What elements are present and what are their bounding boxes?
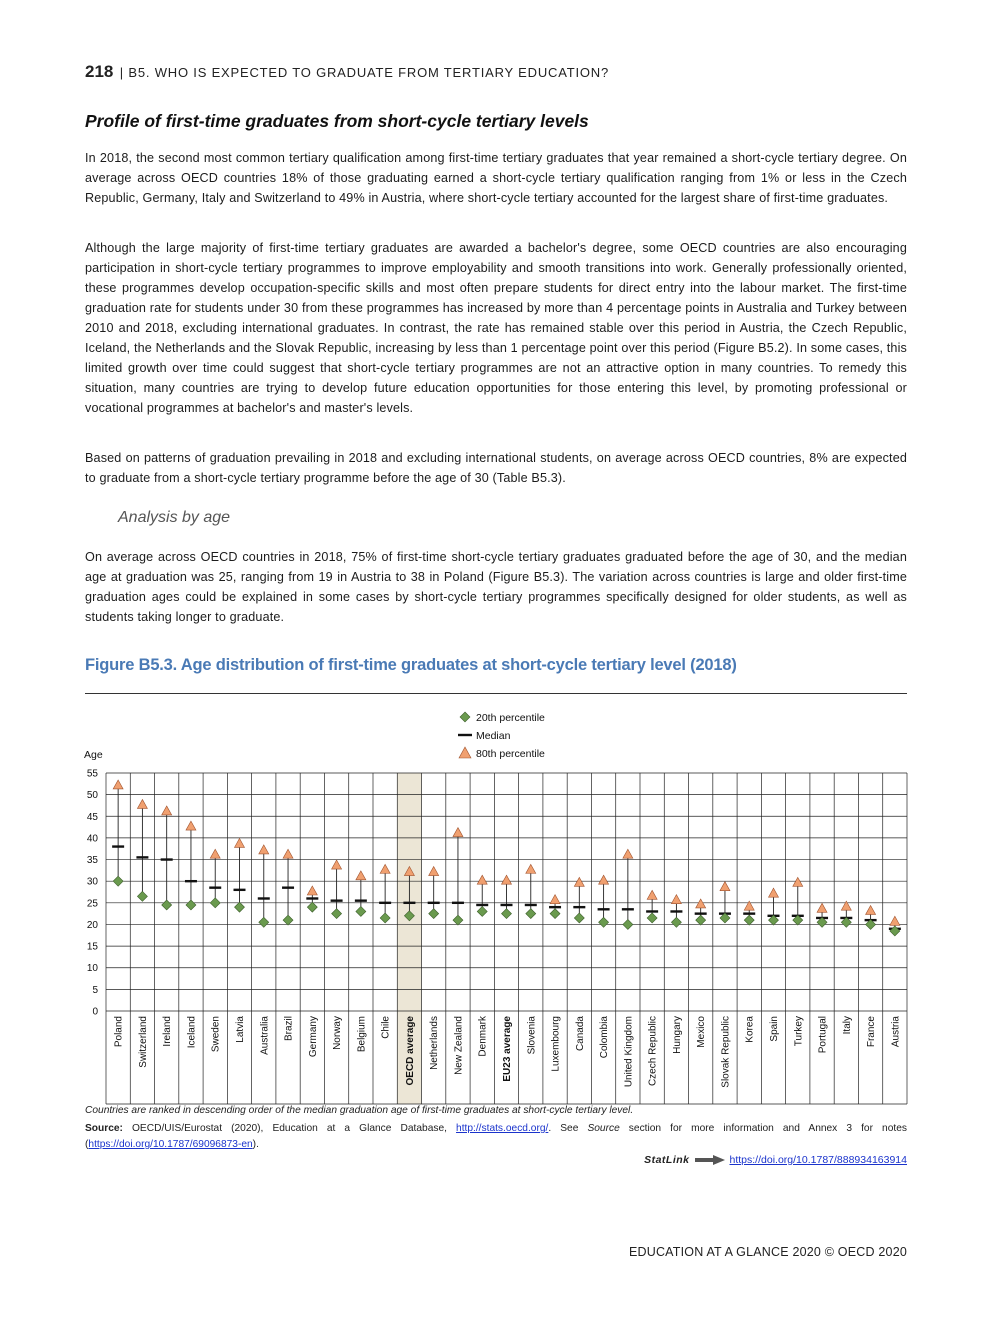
p80-marker [817,903,827,912]
category-label: Ireland [162,1016,174,1047]
category-label: Iceland [186,1016,198,1049]
category-label: United Kingdom [623,1016,635,1088]
y-tick-label-40: 40 [86,833,98,845]
p20-marker [429,909,439,919]
p20-marker [599,917,609,927]
p20-marker [526,909,536,919]
p80-marker [162,806,172,815]
p20-marker [477,906,487,916]
y-tick-label-10: 10 [86,963,98,975]
p20-marker [283,915,293,925]
p20-marker [210,898,220,908]
y-tick-label-35: 35 [86,855,98,867]
subsection-title: Analysis by age [118,509,231,526]
y-tick-label-45: 45 [86,811,98,823]
figure-title: Figure B5.3. Age distribution of first-time graduates at short-cycle tertiary level (2018) [85,656,737,674]
category-label: Slovak Republic [720,1016,732,1088]
p20-marker [696,915,706,925]
y-tick-label-20: 20 [86,919,98,931]
running-header [85,62,609,82]
category-label: Korea [744,1016,756,1043]
p80-marker [647,890,657,899]
p80-marker [356,871,366,880]
section-title: Profile of first-time graduates from short-cycle tertiary levels [85,111,589,131]
p80-marker [283,849,293,858]
p80-marker [332,860,342,869]
p80-marker [696,899,706,908]
p20-marker [137,891,147,901]
page-footer: EDUCATION AT A GLANCE 2020 © OECD 2020 [628,1245,907,1259]
category-label: Portugal [817,1016,829,1054]
category-label: Denmark [477,1016,489,1057]
age-distribution-chart [80,700,910,1105]
p20-marker [744,915,754,925]
source-note [85,1121,907,1153]
p20-marker [647,913,657,923]
category-label: Austria [890,1016,902,1048]
statlink-logo-icon [695,1155,725,1165]
p20-marker [235,902,245,912]
category-label: Hungary [671,1016,683,1054]
category-label: Germany [307,1016,319,1058]
p20-marker [259,917,269,927]
legend-p80-marker [459,747,471,758]
category-label: France [866,1016,878,1048]
p80-marker [769,888,779,897]
y-tick-label-5: 5 [92,984,98,996]
p80-marker [453,828,463,837]
p20-marker [671,917,681,927]
p80-marker [890,916,900,925]
stats-oecd-link[interactable]: http://stats.oecd.org/ [456,1123,549,1134]
p80-marker [235,838,245,847]
figure-note: Countries are ranked in descending order of the median graduation age of first-time graduates at short-cycle tertiary level. [85,1105,634,1116]
category-label: Czech Republic [647,1016,659,1087]
p80-marker [866,905,876,914]
source-text-4: ). [252,1139,259,1150]
p80-marker [259,845,269,854]
p80-marker [502,875,512,884]
y-tick-label-55: 55 [86,768,98,780]
paragraph-3: Based on patterns of graduation prevailing in 2018 and excluding international students, on average across OECD countries, 8% are expected to graduate from a short-cycle tertiary programme before the age of 30 (Table B5.3). [85,451,907,485]
p80-marker [477,875,487,884]
annex-doi-link[interactable]: https://doi.org/10.1787/69096873-en [88,1139,253,1150]
p80-marker [380,864,390,873]
category-label: EU23 average [502,1016,513,1082]
statlink [644,1154,907,1166]
p80-marker [671,895,681,904]
source-text-3: section for more information and Annex 3 for notes ( [85,1123,907,1150]
p20-marker [307,902,317,912]
category-label: Spain [769,1016,780,1042]
p20-marker [623,919,633,929]
p80-marker [550,895,560,904]
y-tick-label-50: 50 [86,790,98,802]
p20-marker [332,909,342,919]
page-number: 218 [85,62,114,81]
category-label: Turkey [793,1016,805,1047]
y-tick-label-30: 30 [86,876,98,888]
p20-marker [186,900,196,910]
p80-marker [113,780,123,789]
p20-marker [453,915,463,925]
p80-marker [623,849,633,858]
category-label: Sweden [210,1016,222,1053]
p80-marker [137,799,147,808]
p80-marker [186,821,196,830]
category-label: Mexico [696,1016,708,1048]
p20-marker [113,876,123,886]
p80-marker [793,877,803,886]
y-tick-label-25: 25 [86,898,98,910]
paragraph-2: Although the large majority of first-time tertiary graduates are awarded a bachelor's degree, some OECD countries are also encouraging participation in short-cycle tertiary programmes to improve employability and smooth transitions into work. Generally professionally oriented, these programmes develop occupation-specific skills and most often prepare students for direct entry into the labour market. The first-time graduation rate for students under 30 from these programmes has increased by more than 4 percentage points in Australia and Turkey between 2010 and 2018, excluding international graduates. In contrast, the rate has remained stable over this period in Austria, the Czech Republic, Iceland, the Netherlands and the Slovak Republic, increasing by less than 1 percentage point over this period (Figure B5.2). In some cases, this limited growth over time could suggest that short-cycle tertiary programmes are not an attractive option in many countries. To remedy this situation, many countries are trying to develop future education opportunities for those entering this level, by promoting professional or vocational programmes at bachelor's and master's levels. [85,241,907,415]
p80-marker [599,875,609,884]
category-label: Italy [841,1016,853,1035]
category-label: Belgium [356,1016,368,1053]
category-label: Colombia [599,1016,611,1059]
category-label: OECD average [404,1016,416,1086]
y-tick-label-0: 0 [92,1006,98,1018]
p80-marker [720,882,730,891]
p80-marker [429,867,439,876]
category-label: Switzerland [137,1016,149,1068]
y-axis-title: Age [84,749,103,761]
statlink-brand: StatLink [644,1154,690,1166]
legend-median-label: Median [476,730,511,742]
category-label: Canada [574,1016,586,1052]
figure-divider [85,693,907,694]
p20-marker [574,913,584,923]
legend-p20-label: 20th percentile [476,712,545,724]
statlink-url[interactable]: https://doi.org/10.1787/888934163914 [729,1154,907,1166]
p20-marker [380,913,390,923]
p80-marker [210,849,220,858]
p80-marker [574,877,584,886]
chapter-title: | B5. WHO IS EXPECTED TO GRADUATE FROM TERTIARY EDUCATION? [119,65,610,80]
source-text-2: . See [548,1123,588,1134]
p20-marker [502,909,512,919]
category-label: Netherlands [429,1016,441,1070]
p80-marker [526,864,536,873]
legend-p20-marker [460,712,470,722]
source-italic: Source [587,1123,620,1134]
category-label: New Zealand [453,1016,465,1075]
category-label: Norway [332,1016,344,1050]
category-label: Slovenia [526,1016,538,1055]
source-label: Source: [85,1123,123,1134]
p80-marker [307,886,317,895]
category-label: Latvia [235,1016,246,1043]
category-label: Chile [380,1016,392,1039]
y-tick-label-15: 15 [86,941,98,953]
source-text-1: OECD/UIS/Eurostat (2020), Education at a Glance Database, [122,1123,457,1134]
p20-marker [356,906,366,916]
category-label: Luxembourg [550,1016,562,1072]
p20-marker [162,900,172,910]
paragraph-4: On average across OECD countries in 2018, 75% of first-time short-cycle tertiary graduates graduated before the age of 30, and the median age at graduation was 25, ranging from 19 in Austria to 38 in Poland (Figure B5.3). The variation across countries is large and older first-time graduation ages could be explained in some cases by short-cycle tertiary programmes specifically designed for older students, as well as students taking longer to graduate. [85,550,907,624]
paragraph-1: In 2018, the second most common tertiary qualification among first-time tertiary graduates that year remained a short-cycle tertiary degree. On average across OECD countries 18% of those graduating earned a short-cycle tertiary qualification ranging from 1% or less in the Czech Republic, Germany, Italy and Switzerland to 49% in Austria, where short-cycle tertiary accounted for the largest share of first-time graduates. [85,151,907,205]
category-label: Poland [113,1016,125,1048]
p20-marker [550,909,560,919]
p20-marker [890,926,900,936]
legend-p80-label: 80th percentile [476,748,545,760]
category-label: Brazil [283,1016,295,1042]
category-label: Australia [259,1016,271,1055]
